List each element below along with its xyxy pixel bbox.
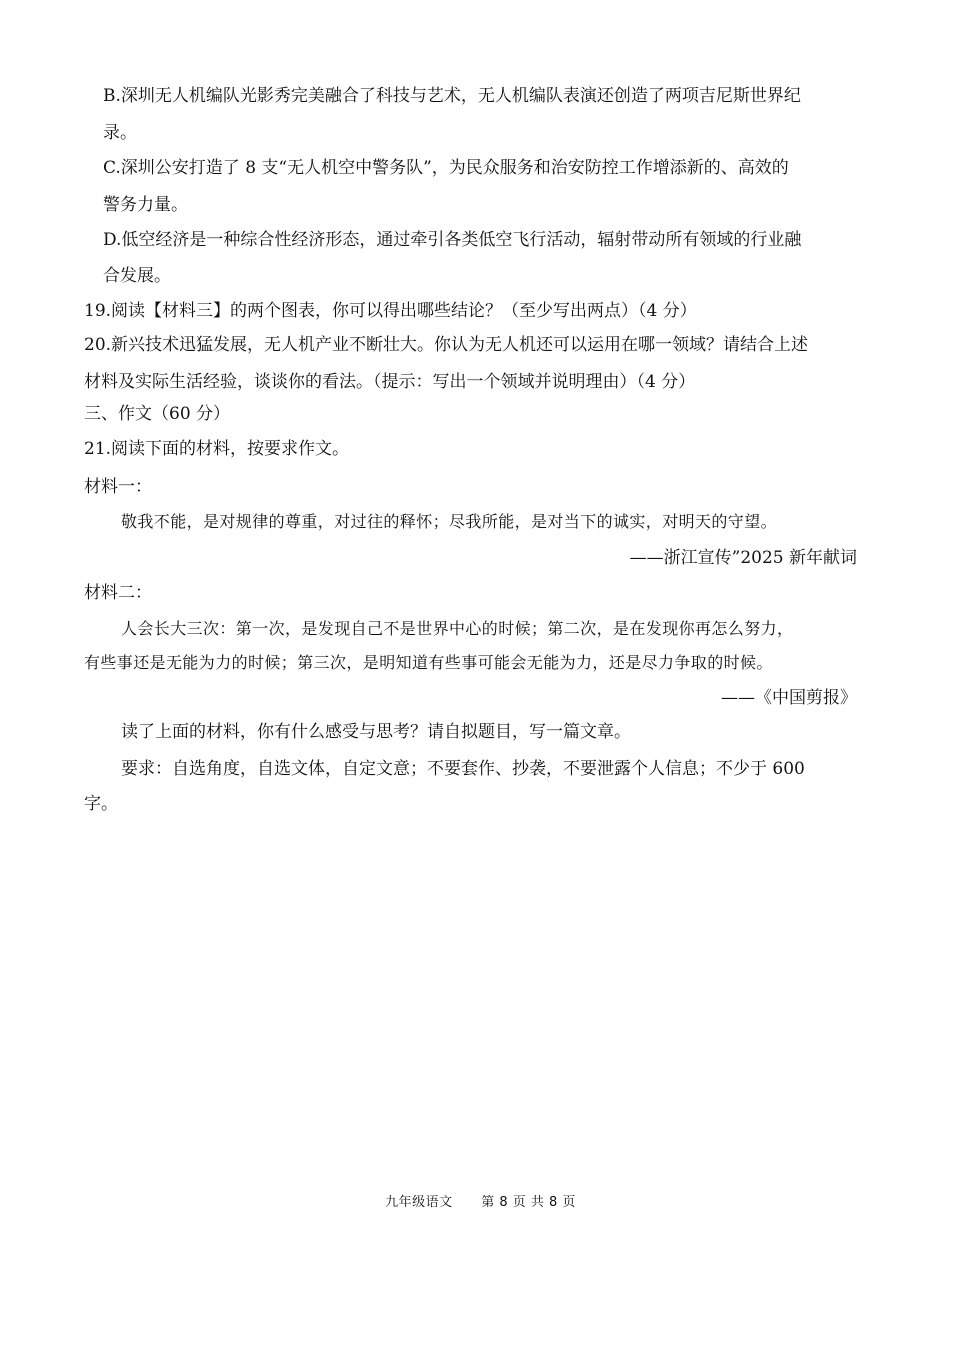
question-20-line-1: 20.新兴技术迅猛发展，无人机产业不断壮大。你认为无人机还可以运用在哪一领域？请结合上述 [84, 335, 809, 355]
option-c-line-2: 警务力量。 [103, 195, 188, 215]
page-footer [0, 1194, 961, 1212]
material-two-source: ——《中国剪报》 [721, 688, 857, 708]
option-d-line-1: D.低空经济是一种综合性经济形态，通过牵引各类低空飞行活动，辐射带动所有领域的行业融 [103, 230, 802, 250]
material-one-label: 材料一： [84, 477, 152, 497]
material-two-text-line-1: 人会长大三次：第一次，是发现自己不是世界中心的时候；第二次，是在发现你再怎么努力， [121, 619, 794, 638]
option-c-line-1: C.深圳公安打造了 8 支“无人机空中警务队”，为民众服务和治安防控工作增添新的、高效的 [103, 158, 789, 178]
question-19: 19.阅读【材料三】的两个图表，你可以得出哪些结论？（至少写出两点）（4 分） [84, 301, 697, 321]
material-two-label: 材料二： [84, 583, 152, 603]
question-21: 21.阅读下面的材料，按要求作文。 [84, 439, 350, 459]
writing-prompt: 读了上面的材料，你有什么感受与思考？请自拟题目，写一篇文章。 [121, 722, 631, 742]
material-one-source: ——浙江宣传”2025 新年献词 [629, 548, 857, 568]
option-b-line-1: B.深圳无人机编队光影秀完美融合了科技与艺术，无人机编队表演还创造了两项吉尼斯世界纪 [103, 86, 801, 106]
option-b-line-2: 录。 [103, 123, 137, 143]
footer-subject: 九年级语文 [385, 1195, 453, 1210]
question-20-line-2: 材料及实际生活经验，谈谈你的看法。（提示：写出一个领域并说明理由）（4 分） [84, 372, 696, 392]
writing-requirements-line-1: 要求：自选角度，自选文体，自定文意；不要套作、抄袭，不要泄露个人信息；不少于 600 [121, 759, 805, 779]
material-one-text: 敬我不能，是对规律的尊重，对过往的释怀；尽我所能，是对当下的诚实，对明天的守望。 [121, 512, 778, 531]
option-d-line-2: 合发展。 [103, 266, 171, 286]
footer-page-info: 第 8 页 共 8 页 [481, 1195, 576, 1210]
writing-requirements-line-2: 字。 [84, 794, 118, 814]
material-two-text-line-2: 有些事还是无能为力的时候；第三次，是明知道有些事可能会无能为力，还是尽力争取的时候。 [84, 653, 773, 672]
section-three-heading: 三、作文（60 分） [84, 404, 231, 424]
